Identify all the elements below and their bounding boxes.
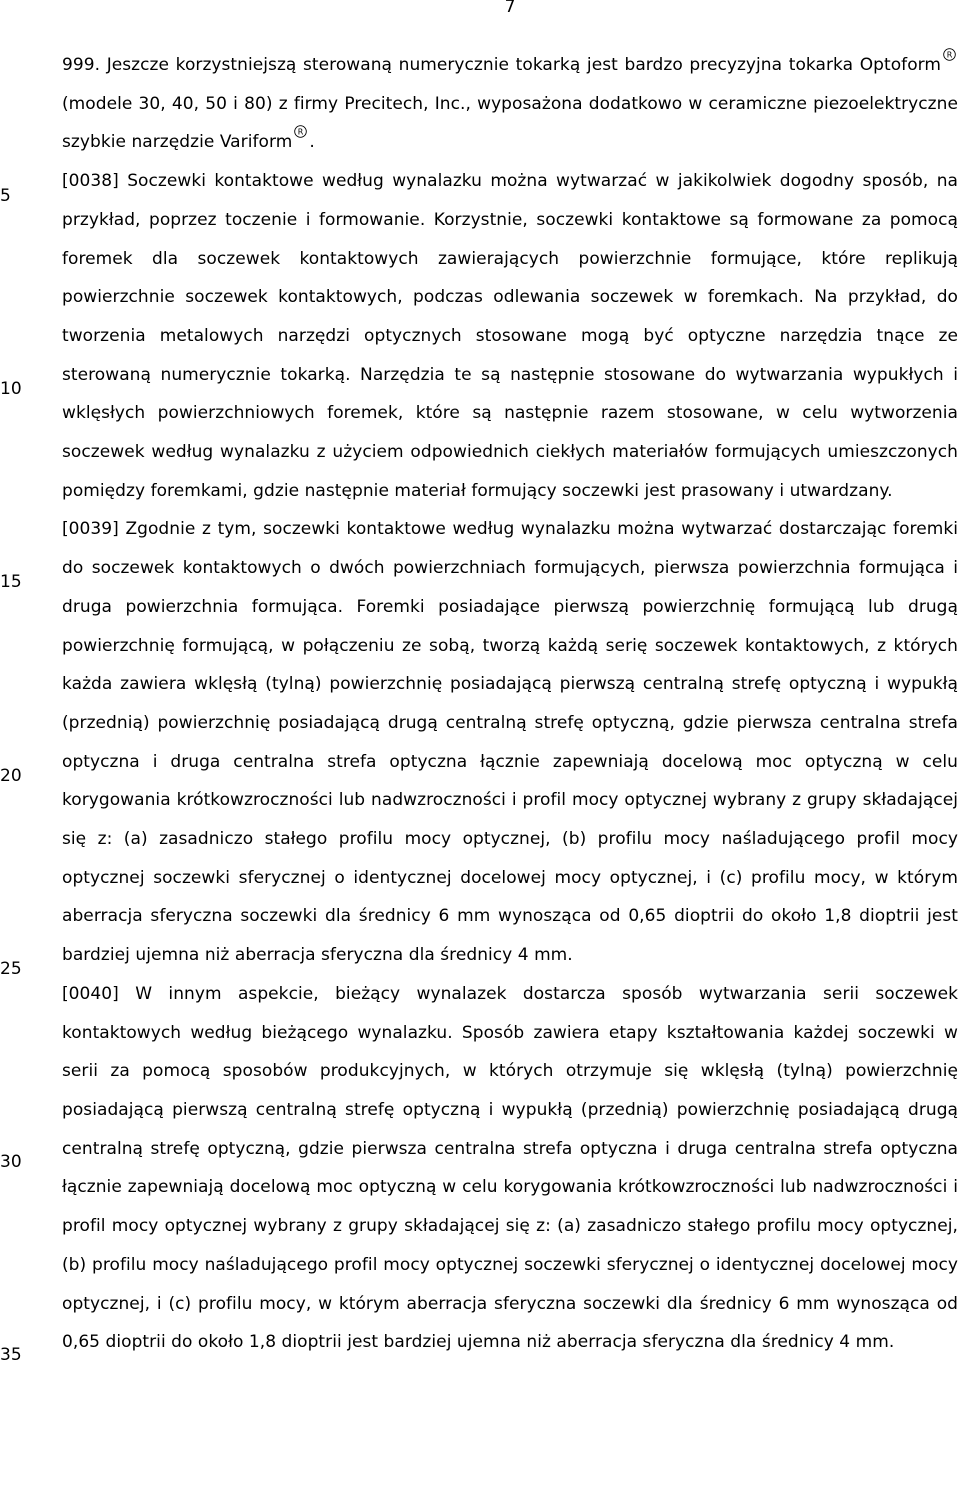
paragraph-0040: [0040] W innym aspekcie, bieżący wynalazek dostarcza sposób wytwarzania serii soczewek kontaktowych według bieżącego wynalazku. Sposób zawiera etapy kształtowania każdej soczewki w serii za pomocą sposobów produkcyjnych, w których otrzymuje się wklęsłą (tylną) powierzchnię posiadającą pierwszą centralną strefę optyczną i wypukłą (przednią) powierzchnię posiadającą drugą centralną strefę optyczną, gdzie pierwsza centralna strefa optyczna i druga centralna strefa optyczna łącznie zapewniają docelową moc optyczną w celu korygowania krótkowzroczności lub nadwzroczności i profil mocy optycznej wybrany z grupy składającej się z: (a) zasadniczo stałego profilu mocy optycznej, (b) profilu mocy naśladującego profil mocy optycznej soczewki sferycznej o identycznej docelowej mocy optycznej, i (c) profilu mocy, w którym aberracja sferyczna soczewki dla średnicy 6 mm wynosząca od 0,65 dioptrii do około 1,8 dioptrii jest bardziej ujemna niż aberracja sferyczna dla średnicy 4 mm.	[62, 983, 958, 1353]
paragraph-0039: [0039] Zgodnie z tym, soczewki kontaktowe według wynalazku można wytwarzać dostarczając foremki do soczewek kontaktowych o dwóch powierzchniach formujących, pierwsza powierzchnia formująca i druga powierzchnia formująca. Foremki posiadające pierwszą powierzchnię formującą lub drugą powierzchnię formującą, w połączeniu ze sobą, tworzą każdą serię soczewek kontaktowych, z których każda zawiera wklęsłą (tylną) powierzchnię posiadającą pierwszą centralną strefę optyczną i wypukłą (przednią) powierzchnię posiadającą drugą centralną strefę optyczną, gdzie pierwsza centralna strefa optyczna i druga centralna strefa optyczna łącznie zapewniają docelową moc optyczną w celu korygowania krótkowzroczności lub nadwzroczności i profil mocy optycznej wybrany z grupy składającej się z: (a) zasadniczo stałego profilu mocy optycznej, (b) profilu mocy naśladującego profil mocy optycznej soczewki sferycznej o identycznej docelowej mocy optycznej, i (c) profilu mocy, w którym aberracja sferyczna soczewki dla średnicy 6 mm wynosząca od 0,65 dioptrii do około 1,8 dioptrii jest bardziej ujemna niż aberracja sferyczna dla średnicy 4 mm.	[62, 519, 958, 966]
line-number: 5	[0, 186, 11, 206]
document-body	[62, 46, 958, 1362]
line-number: 20	[0, 766, 22, 786]
paragraph-text: 999. Jeszcze korzystniejszą sterowaną numerycznie tokarką jest bardzo precyzyjna tokarka Optoform	[62, 55, 941, 75]
page-number: 7	[504, 0, 516, 17]
registered-trademark-icon	[294, 125, 307, 141]
paragraph-text: .	[309, 132, 315, 153]
svg-text:R: R	[298, 127, 304, 137]
line-number: 10	[0, 379, 22, 399]
paragraph-0038: [0038] Soczewki kontaktowe według wynalazku można wytwarzać w jakikolwiek dogodny sposób, na przykład, poprzez toczenie i formowanie. Korzystnie, soczewki kontaktowe są formowane za pomocą foremek dla soczewek kontaktowych zawierających powierzchnie formujące, które replikują powierzchnie soczewek kontaktowych, podczas odlewania soczewek w foremkach. Na przykład, do tworzenia metalowych narzędzi optycznych stosowane mogą być optyczne narzędzia tnące ze sterowaną numerycznie tokarką. Narzędzia te są następnie stosowane do wytwarzania wypukłych i wklęsłych powierzchniowych foremek, które są następnie razem stosowane, w celu wytworzenia soczewek według wynalazku z użyciem odpowiednich ciekłych materiałów formujących umieszczonych pomiędzy foremkami, gdzie następnie materiał formujący soczewki jest prasowany i utwardzany.	[62, 171, 958, 501]
registered-trademark-icon	[943, 48, 956, 64]
line-number: 35	[0, 1345, 22, 1365]
paragraph-text: (modele 30, 40, 50 i 80) z firmy Precitech, Inc., wyposażona dodatkowo w ceramiczne piezoelektryczne szybkie narzędzie Variform	[62, 93, 958, 153]
line-number: 15	[0, 572, 22, 592]
line-number: 25	[0, 959, 22, 979]
line-number: 30	[0, 1152, 22, 1172]
svg-text:R: R	[946, 50, 953, 60]
paragraph-999	[62, 46, 958, 162]
